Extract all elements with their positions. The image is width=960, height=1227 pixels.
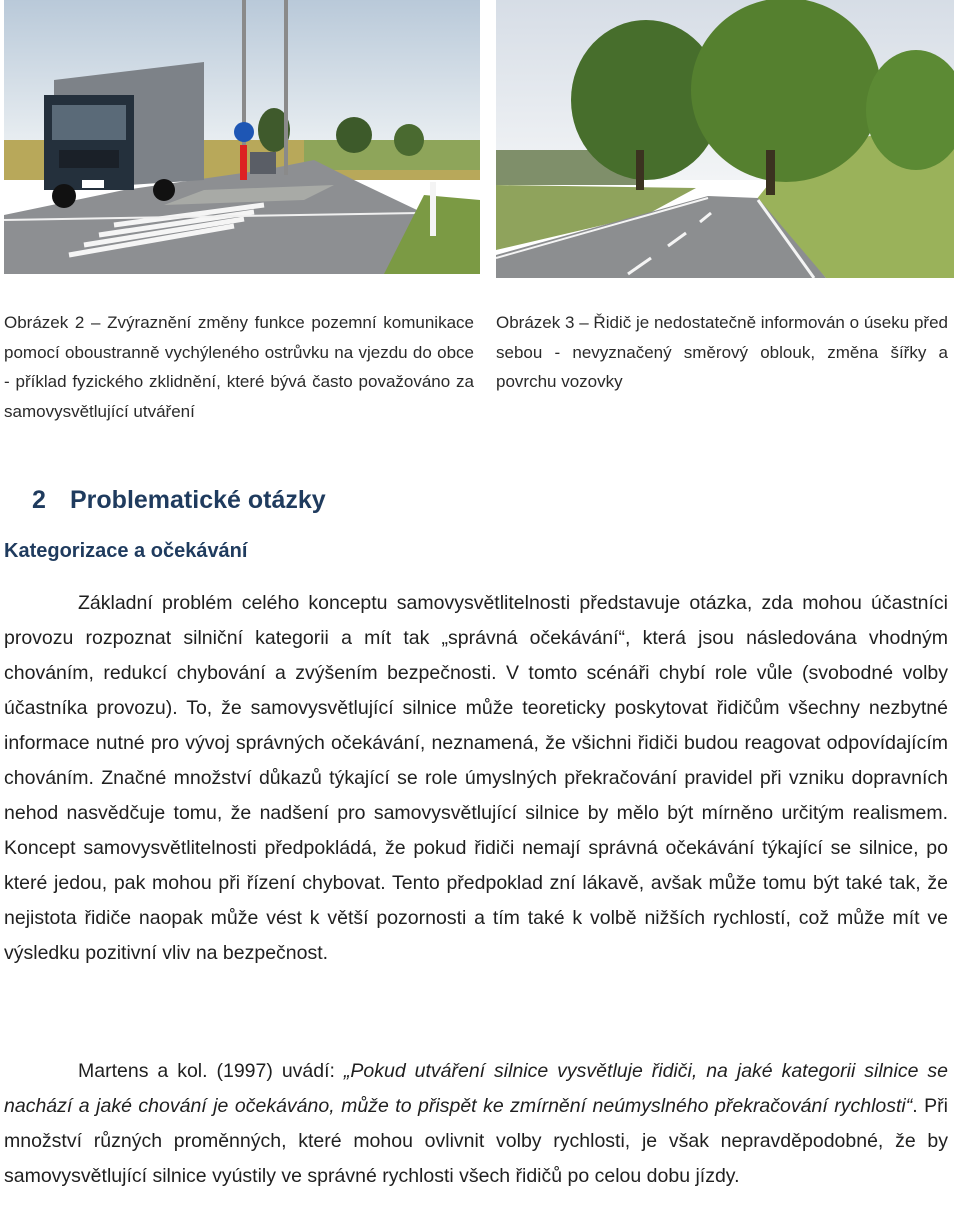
paragraph-2-lead: Martens a kol. (1997) uvádí:: [78, 1060, 344, 1082]
body-paragraph-1: Základní problém celého konceptu samovysvětlitelnosti představuje otázka, zda mohou účastníci provozu rozpoznat silniční kategorii a mít tak „správná očekávání“, která jsou následována vhodným chováním, redukcí chybování a zvýšením bezpečnosti. V tomto scénáři chybí role vůle (svobodné volby účastníka provozu). To, že samovysvětlující silnice může teoreticky poskytovat řidičům všechny nezbytné informace nutné pro vývoj správných očekávání, neznamená, že všichni řidiči budou reagovat odpovídajícím chováním. Značné množství důkazů týkající se role úmyslných překračování pravidel při vzniku dopravních nehod nasvědčuje tomu, že nadšení pro samovysvětlující silnice by mělo být mírněno určitým realismem. Koncept samovysvětlitelnosti předpokládá, že pokud řidiči nemají správná očekávání týkající se silnice, po které jedou, pak mohou při řízení chybovat. Tento předpoklad zní lákavě, avšak může tomu být také tak, že nejistota řidiče naopak může vést k větší pozornosti a tím také k volbě nižších rychlostí, což může mít ve výsledku pozitivní vliv na bezpečnost.: [4, 592, 948, 964]
paragraph-2-quote: „Pokud utváření silnice vysvětluje řidiči, na jaké kategorii silnice se nachází a jaké chování je očekáváno, může to přispět ke zmírnění neúmyslného překračování rychlosti“: [4, 1060, 948, 1117]
section-title: Problematické otázky: [70, 486, 326, 514]
figure-2-caption: Obrázek 2 – Zvýraznění změny funkce pozemní komunikace pomocí oboustranně vychýleného ostrůvku na vjezdu do obce - příklad fyzického zklidnění, které bývá často považováno za samovysvětlující utváření: [4, 313, 474, 421]
subsection-heading: Kategorizace a očekávání: [4, 540, 248, 562]
truck-license-plate: [82, 180, 104, 188]
figure-3-caption: Obrázek 3 – Řidič je nedostatečně informován o úseku před sebou - nevyznačený směrový oblouk, změna šířky a povrchu vozovky: [496, 313, 948, 391]
paragraph-2-rest: . Při množství různých proměnných, které mohou ovlivnit volby rychlosti, je však nepravděpodobné, že by samovysvětlující silnice vyústily ve správné rychlosti všech řidičů po celou dobu jízdy.: [4, 1095, 948, 1187]
figure-3-photo: [496, 0, 954, 278]
figure-2-photo: [4, 0, 480, 274]
body-paragraph-2: [4, 1054, 948, 1194]
section-number: 2: [32, 486, 46, 514]
section-heading: [32, 486, 326, 515]
